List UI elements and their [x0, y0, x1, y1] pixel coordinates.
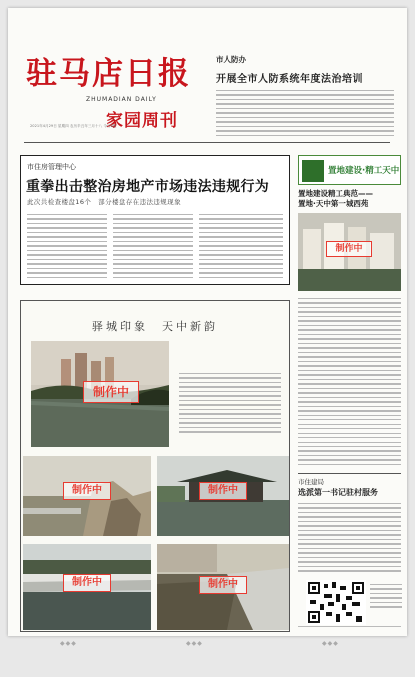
photo-feature — [20, 300, 290, 632]
ad-banner — [298, 155, 401, 185]
lead-story-box — [20, 155, 290, 285]
lead-subheadline: 此次共检查楼盘16个 部分楼盘存在违法违规现象 — [27, 198, 181, 206]
right-story2-kicker: 市住建局 — [298, 478, 324, 486]
right-story2-body — [298, 503, 401, 573]
masthead-english: ZHUMADIAN DAILY — [86, 96, 157, 103]
photo-main — [31, 341, 169, 447]
masthead-rule — [24, 142, 390, 143]
lead-body-col3 — [199, 214, 283, 280]
photo-residential — [298, 213, 401, 291]
right-story-title-2: 置地·天中第一城西苑 — [298, 199, 369, 208]
right-story2-title: 选派第一书记驻村服务 — [298, 488, 378, 497]
photo-caption-text — [179, 373, 281, 433]
watermark-stamp: 制作中 — [63, 574, 111, 592]
top-story-title: 开展全市人防系统年度法治培训 — [216, 74, 363, 85]
photo-lotus-pond — [157, 544, 289, 630]
watermark-stamp: 制作中 — [199, 482, 247, 500]
lead-body-col1 — [27, 214, 107, 280]
newspaper-page — [8, 8, 407, 636]
top-story-kicker: 市人防办 — [216, 55, 246, 64]
photo-feature-title: 驿城印象 天中新韵 — [92, 320, 218, 333]
masthead-logo: 驻马店日报 — [26, 56, 191, 92]
issue-meta: 2021年4月29日 星期四 农历辛丑年三月十八 今日8版 — [30, 124, 117, 128]
page-footer-left: ◆◆◆ — [60, 640, 77, 647]
lead-body-col2 — [113, 214, 193, 280]
right-story-body — [298, 298, 401, 468]
watermark-stamp: 制作中 — [326, 241, 372, 257]
photo-rock-garden — [23, 456, 151, 536]
watermark-stamp: 制作中 — [63, 482, 111, 500]
photo-bridge — [23, 544, 151, 630]
page-footer-center: ◆◆◆ — [186, 640, 203, 647]
qr-caption — [370, 584, 402, 614]
section-title: 家园周刊 — [106, 111, 178, 131]
lead-kicker: 市住房管理中心 — [27, 163, 76, 171]
watermark-stamp: 制作中 — [83, 381, 139, 403]
lead-headline: 重拳出击整治房地产市场违法违规行为 — [26, 179, 270, 195]
right-story-title-1: 置地建设精工典范—— — [298, 189, 373, 198]
watermark-stamp: 制作中 — [199, 576, 247, 594]
footer-rule — [298, 626, 401, 627]
building-icon — [302, 160, 324, 182]
banner-slogan: 置地建设·精工天中 — [328, 166, 400, 176]
page-footer-right: ◆◆◆ — [322, 640, 339, 647]
photo-pavilion — [157, 456, 289, 536]
top-story-body — [216, 90, 394, 138]
qr-code — [306, 580, 366, 625]
section-divider — [298, 473, 401, 474]
